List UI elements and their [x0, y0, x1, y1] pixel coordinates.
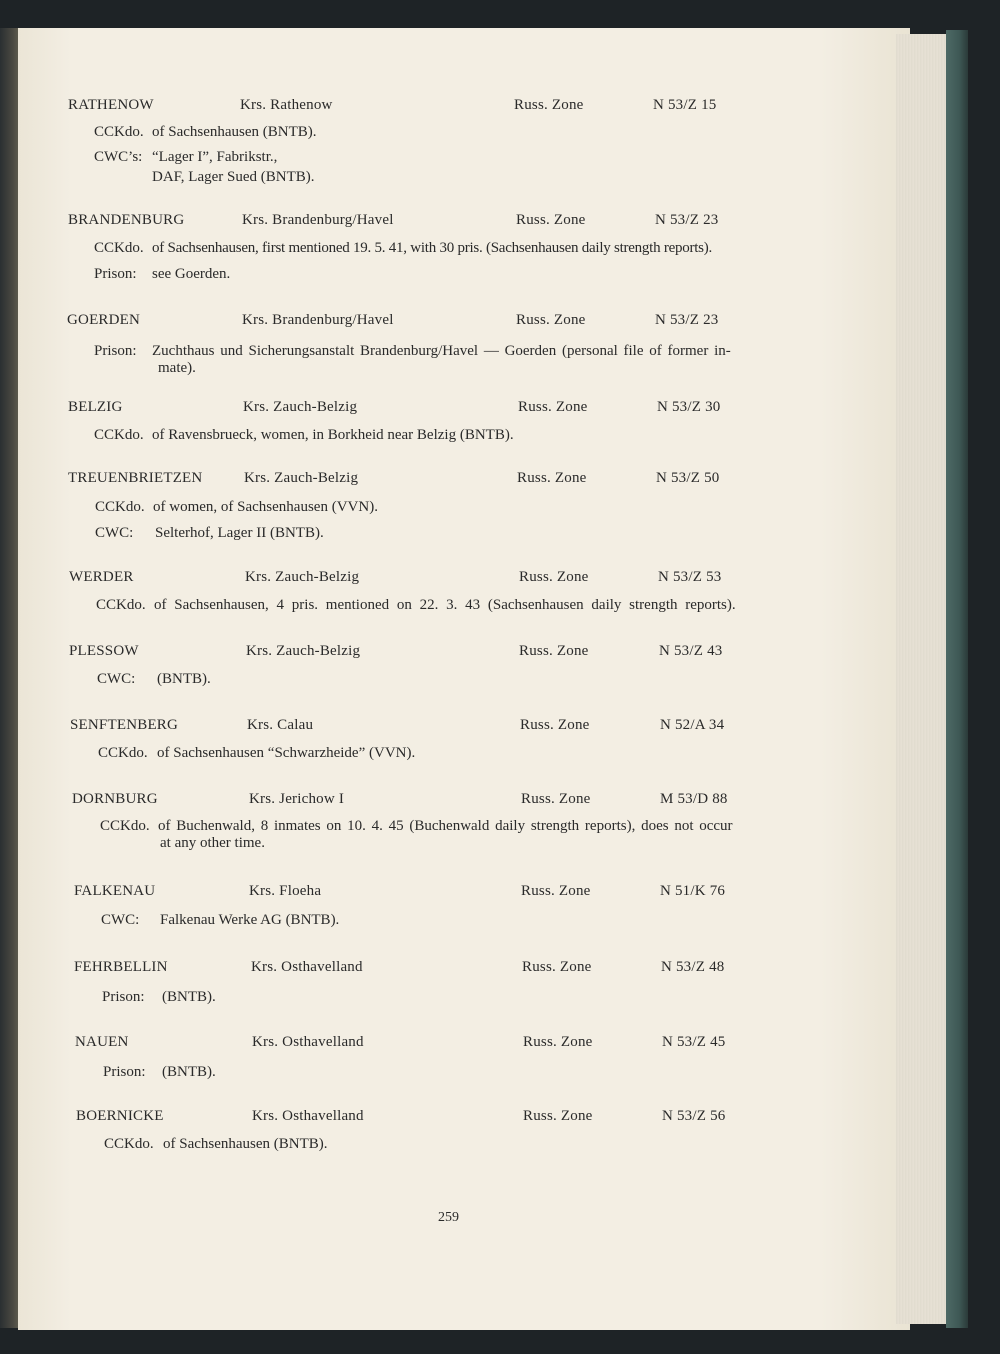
place-name: TREUENBRIETZEN [68, 470, 203, 486]
line-label: CCKdo. [94, 124, 144, 140]
entry-line [0, 1062, 1000, 1082]
line-label: Prison: [94, 266, 137, 282]
entry-line [0, 833, 1000, 853]
district: Krs. Floeha [249, 883, 322, 899]
place-name: NAUEN [75, 1034, 129, 1050]
place-name: GOERDEN [67, 312, 141, 328]
entry-line [0, 523, 1000, 543]
zone: Russ. Zone [522, 959, 592, 975]
grid-ref: N 53/Z 23 [655, 212, 719, 228]
line-text: Selterhof, Lager II (BNTB). [155, 525, 324, 541]
place-name: FALKENAU [74, 883, 156, 899]
line-text: Zuchthaus und Sicherungsanstalt Brandenburg/Havel — Goerden (personal file of former in- [152, 343, 731, 359]
line-text: of Sachsenhausen “Schwarzheide” (VVN). [157, 745, 416, 761]
entry-goerden [0, 312, 1000, 378]
line-label: Prison: [103, 1064, 146, 1080]
entry-line [0, 167, 1000, 187]
zone: Russ. Zone [523, 1108, 593, 1124]
district: Krs. Jerichow I [249, 791, 345, 807]
entry-header [0, 643, 1000, 665]
grid-ref: N 53/Z 43 [659, 643, 723, 659]
line-label: CCKdo. [95, 499, 145, 515]
entry-header [0, 212, 1000, 234]
line-label: CCKdo. [96, 597, 146, 613]
entry-fehrbellin [0, 959, 1000, 1007]
entry-header [0, 1034, 1000, 1056]
district: Krs. Rathenow [240, 97, 333, 113]
entry-line [0, 358, 1000, 378]
line-text: Falkenau Werke AG (BNTB). [160, 912, 340, 928]
place-name: RATHENOW [68, 97, 154, 113]
entry-rathenow [0, 97, 1000, 187]
district: Krs. Brandenburg/Havel [242, 212, 394, 228]
entry-line [0, 1134, 1000, 1154]
line-text: of women, of Sachsenhausen (VVN). [153, 499, 378, 515]
place-name: WERDER [69, 569, 134, 585]
entry-line [0, 595, 1000, 615]
line-label: CCKdo. [94, 427, 144, 443]
line-text: of Sachsenhausen, first mentioned 19. 5. 41, with 30 pris. (Sachsenhausen daily strength reports). [152, 240, 712, 256]
entry-line [0, 743, 1000, 763]
zone: Russ. Zone [521, 883, 591, 899]
grid-ref: M 53/D 88 [660, 791, 728, 807]
grid-ref: N 53/Z 15 [653, 97, 717, 113]
district: Krs. Calau [247, 717, 314, 733]
entry-header [0, 1108, 1000, 1130]
district: Krs. Zauch-Belzig [243, 399, 358, 415]
line-label: CCKdo. [100, 818, 150, 834]
line-text: of Buchenwald, 8 inmates on 10. 4. 45 (Buchenwald daily strength reports), does not occur [158, 818, 733, 834]
district: Krs. Zauch-Belzig [245, 569, 360, 585]
entry-line [0, 669, 1000, 689]
zone: Russ. Zone [518, 399, 588, 415]
line-text: (BNTB). [162, 989, 216, 1005]
entry-line [0, 264, 1000, 284]
line-text: (BNTB). [162, 1064, 216, 1080]
entry-treuenbrietzen [0, 470, 1000, 543]
entry-header [0, 717, 1000, 739]
entry-dornburg [0, 791, 1000, 853]
entry-belzig [0, 399, 1000, 445]
entry-header [0, 97, 1000, 119]
grid-ref: N 53/Z 56 [662, 1108, 726, 1124]
entry-header [0, 399, 1000, 421]
line-label: CWC’s: [94, 149, 143, 165]
entry-line [0, 122, 1000, 142]
line-label: CCKdo. [104, 1136, 154, 1152]
grid-ref: N 51/K 76 [660, 883, 726, 899]
entry-nauen [0, 1034, 1000, 1082]
line-text: of Ravensbrueck, women, in Borkheid near Belzig (BNTB). [152, 427, 514, 443]
page-number: 259 [438, 1210, 459, 1225]
entry-line [0, 910, 1000, 930]
district: Krs. Osthavelland [252, 1034, 364, 1050]
entry-falkenau [0, 883, 1000, 930]
grid-ref: N 53/Z 45 [662, 1034, 726, 1050]
grid-ref: N 53/Z 23 [655, 312, 719, 328]
grid-ref: N 53/Z 53 [658, 569, 722, 585]
zone: Russ. Zone [516, 212, 586, 228]
district: Krs. Zauch-Belzig [246, 643, 361, 659]
grid-ref: N 53/Z 30 [657, 399, 721, 415]
entry-header [0, 883, 1000, 905]
grid-ref: N 53/Z 48 [661, 959, 725, 975]
zone: Russ. Zone [516, 312, 586, 328]
entry-werder [0, 569, 1000, 615]
district: Krs. Zauch-Belzig [244, 470, 359, 486]
entry-boernicke [0, 1108, 1000, 1154]
line-text: DAF, Lager Sued (BNTB). [152, 169, 315, 185]
entry-plessow [0, 643, 1000, 689]
place-name: BRANDENBURG [68, 212, 185, 228]
entry-header [0, 312, 1000, 334]
line-text: mate). [158, 360, 196, 376]
entry-line [0, 987, 1000, 1007]
place-name: PLESSOW [69, 643, 139, 659]
place-name: DORNBURG [72, 791, 158, 807]
line-text: see Goerden. [152, 266, 231, 282]
district: Krs. Brandenburg/Havel [242, 312, 394, 328]
entry-header [0, 959, 1000, 981]
entry-line [0, 238, 1000, 258]
line-label: Prison: [102, 989, 145, 1005]
entry-senftenberg [0, 717, 1000, 763]
line-text: of Sachsenhausen, 4 pris. mentioned on 22. 3. 43 (Sachsenhausen daily strength reports). [154, 597, 736, 613]
zone: Russ. Zone [523, 1034, 593, 1050]
entry-line [0, 147, 1000, 167]
line-label: CWC: [95, 525, 134, 541]
line-label: CWC: [97, 671, 136, 687]
zone: Russ. Zone [519, 643, 589, 659]
place-name: SENFTENBERG [70, 717, 179, 733]
place-name: BELZIG [68, 399, 123, 415]
line-text: at any other time. [160, 835, 265, 851]
district: Krs. Osthavelland [252, 1108, 364, 1124]
line-label: CCKdo. [94, 240, 144, 256]
entry-line [0, 497, 1000, 517]
line-text: “Lager I”, Fabrikstr., [152, 149, 278, 165]
zone: Russ. Zone [517, 470, 587, 486]
line-text: of Sachsenhausen (BNTB). [152, 124, 317, 140]
line-text: of Sachsenhausen (BNTB). [163, 1136, 328, 1152]
zone: Russ. Zone [521, 791, 591, 807]
line-label: CCKdo. [98, 745, 148, 761]
grid-ref: N 53/Z 50 [656, 470, 720, 486]
zone: Russ. Zone [519, 569, 589, 585]
entry-header [0, 569, 1000, 591]
line-label: Prison: [94, 343, 137, 359]
place-name: BOERNICKE [76, 1108, 164, 1124]
district: Krs. Osthavelland [251, 959, 363, 975]
zone: Russ. Zone [514, 97, 584, 113]
entry-header [0, 791, 1000, 813]
entry-line [0, 425, 1000, 445]
entry-header [0, 470, 1000, 492]
entry-brandenburg [0, 212, 1000, 284]
place-name: FEHRBELLIN [74, 959, 168, 975]
line-text: (BNTB). [157, 671, 211, 687]
line-label: CWC: [101, 912, 140, 928]
zone: Russ. Zone [520, 717, 590, 733]
grid-ref: N 52/A 34 [660, 717, 725, 733]
